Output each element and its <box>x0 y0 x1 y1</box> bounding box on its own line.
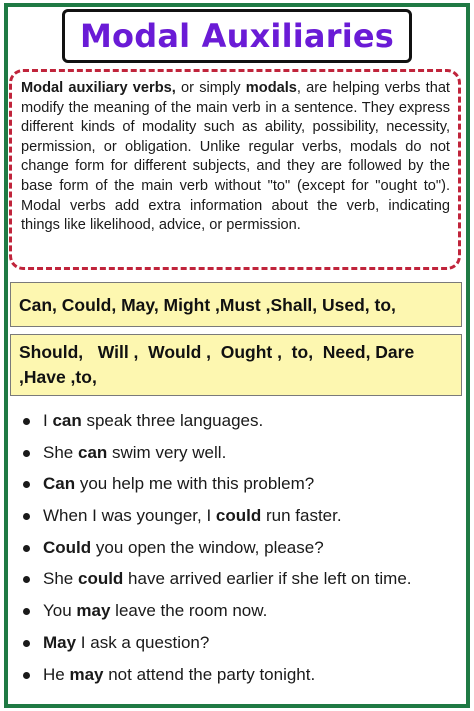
example-modal: could <box>215 506 262 526</box>
modals-list-banner-1 <box>10 282 462 327</box>
example-item: I can speak three languages. <box>22 405 462 437</box>
example-modal: May <box>43 632 77 652</box>
definition-text-1: or simply <box>175 80 246 96</box>
bullet-icon <box>23 418 30 425</box>
example-modal: may <box>76 601 111 621</box>
bullet-icon <box>23 450 30 457</box>
example-modal: Could <box>43 537 92 557</box>
bullet-icon <box>23 481 30 488</box>
title-box <box>62 9 412 63</box>
bullet-icon <box>23 608 30 615</box>
definition-term: Modal auxiliary verbs, <box>21 80 176 96</box>
bullet-icon <box>23 672 30 679</box>
example-item: May I ask a question? <box>22 627 462 659</box>
page-title: Modal Auxiliaries <box>79 17 395 55</box>
example-item: She could have arrived earlier if she left on time. <box>22 563 462 595</box>
modals-list-line-2: ,Have ,to, <box>19 367 97 387</box>
example-item: Can you help me with this problem? <box>22 468 462 500</box>
example-modal: may <box>69 664 104 684</box>
bullet-icon <box>23 513 30 520</box>
definition-term-2: modals <box>245 80 297 96</box>
modals-list-line-1: Should, Will , Would , Ought , to, Need, Dare <box>19 342 415 362</box>
example-item: You may leave the room now. <box>22 595 462 627</box>
bullet-icon <box>23 640 30 647</box>
example-modal: can <box>77 442 108 462</box>
example-modal: can <box>52 411 82 430</box>
example-modal: could <box>77 569 124 589</box>
bullet-icon <box>23 545 30 552</box>
example-item: Could you open the window, please? <box>22 532 462 564</box>
example-item: She can swim very well. <box>22 437 462 469</box>
definition-box <box>9 69 461 270</box>
bullet-icon <box>23 576 30 583</box>
example-item: When I was younger, I could run faster. <box>22 500 462 532</box>
modals-list-banner-2 <box>10 334 462 396</box>
examples-list <box>22 405 462 690</box>
modals-list-text-1: Can, Could, May, Might ,Must ,Shall, Used, to, <box>19 295 396 315</box>
definition-text-2: , are helping verbs that modify the meaning of the main verb in a sentence. They express different kinds of modality such as ability, possibility, necessity, permission, or obligation. Unlike regular verbs, modals do not change form for different subjects, and they are followed by the base form of the main verb without "to" (except for "ought to"). Modal verbs add extra information about the verb, indicating things like likelihood, advice, or permission. <box>21 80 450 234</box>
example-modal: Can <box>43 474 76 494</box>
example-item: He may not attend the party tonight. <box>22 659 462 691</box>
